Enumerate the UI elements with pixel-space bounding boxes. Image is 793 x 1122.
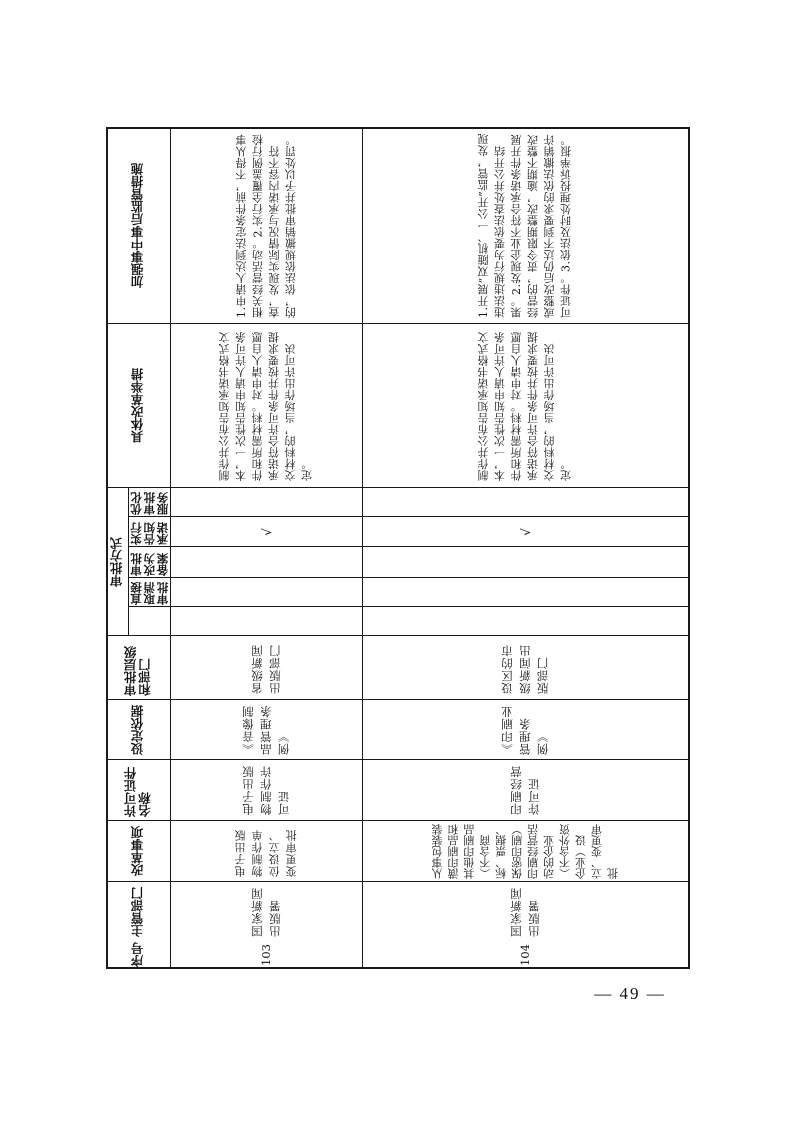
header-supervision: 加强事中事后监管措施 bbox=[130, 163, 146, 288]
row103-notify-check: √ bbox=[259, 527, 274, 536]
row104-optimize bbox=[363, 488, 688, 516]
row103-license: 电子出版物制作许可证 bbox=[240, 765, 291, 815]
row103-dept: 国家新闻出版署 bbox=[249, 886, 282, 937]
row103-item: 电子出版物制作单位设立、变更审批 bbox=[234, 829, 299, 877]
header-notify-commit: 实行告知承诺 bbox=[129, 522, 170, 545]
header-reform-item: 改革事项 bbox=[130, 826, 146, 876]
header-competent-dept: 主管部门 bbox=[130, 886, 146, 937]
row103-cancel bbox=[171, 578, 362, 606]
row103-basis: 《音像制品管理条例》 bbox=[240, 704, 291, 755]
row103-supervision: 1.申请人达到法定条件前，不得从事相关经营活动。2.实行全覆盖例行检查，发现实际情况与承诺内容不符的，依法依规撤销审批并予以处罚。 bbox=[234, 134, 297, 318]
row104-item: 从事包装装潢印刷品和其他印刷品（不含商标、票据、保密印刷）印刷经营活动的企业（不含外资企业）设立、变更审批 bbox=[430, 824, 620, 879]
row104-level: 设区的市级新闻出版部门 bbox=[499, 643, 550, 694]
row104-license: 印刷经营许可证 bbox=[508, 765, 541, 815]
row103-seq: 103 bbox=[258, 943, 273, 966]
page-number: — 49 — bbox=[594, 984, 666, 1003]
header-license-name: 许可证件名称 bbox=[123, 767, 153, 817]
row103-optimize bbox=[171, 488, 362, 516]
header-approval-mode: 审批方式 bbox=[109, 536, 125, 587]
row104-supervision: 1.开展“双随机、一公开”监管，发现违法违规行为要依法查处并公开结果。2.发现企业不符合承诺条件开展经营的，责令限期整改，逾期不整改或整改后仍达不到要求的依法撤销许可证件。3.依法及时处理投诉举报。 bbox=[477, 133, 573, 318]
row103-measures: 制作并公布告知承诺书格式文本，一次性告知申请人许可条件和所需材料。对申请人自愿承诺符合许可条件并按要求提交材料的，当场作出许可决定。 bbox=[218, 331, 314, 481]
header-approval-level: 审批层级和部门 bbox=[123, 645, 153, 696]
header-to-record: 审批改为备案 bbox=[129, 553, 170, 576]
row104-seq: 104 bbox=[517, 943, 532, 966]
row104-cancel bbox=[363, 578, 688, 606]
row104-dept: 国家新闻出版署 bbox=[508, 886, 541, 937]
row103-level: 省级新闻出版部门 bbox=[249, 643, 282, 694]
header-direct-cancel: 直接取消审批 bbox=[129, 582, 170, 605]
row104-record bbox=[363, 547, 688, 577]
header-seq: 序号 bbox=[130, 942, 146, 967]
row104-notify-check: √ bbox=[518, 527, 533, 536]
row104-basis: 《印刷业管理条例》 bbox=[499, 704, 550, 755]
header-measures: 具体改革举措 bbox=[130, 368, 146, 443]
row104-measures: 制作并公布告知承诺书格式文本，一次性告知申请人许可条件和所需材料。对申请人自愿承诺符合许可条件并按要求提交材料的，当场作出许可决定。 bbox=[477, 331, 573, 481]
header-optimize-service: 优化审批服务 bbox=[129, 492, 170, 515]
header-legal-basis: 设定依据 bbox=[130, 704, 146, 755]
row103-record bbox=[171, 547, 362, 577]
